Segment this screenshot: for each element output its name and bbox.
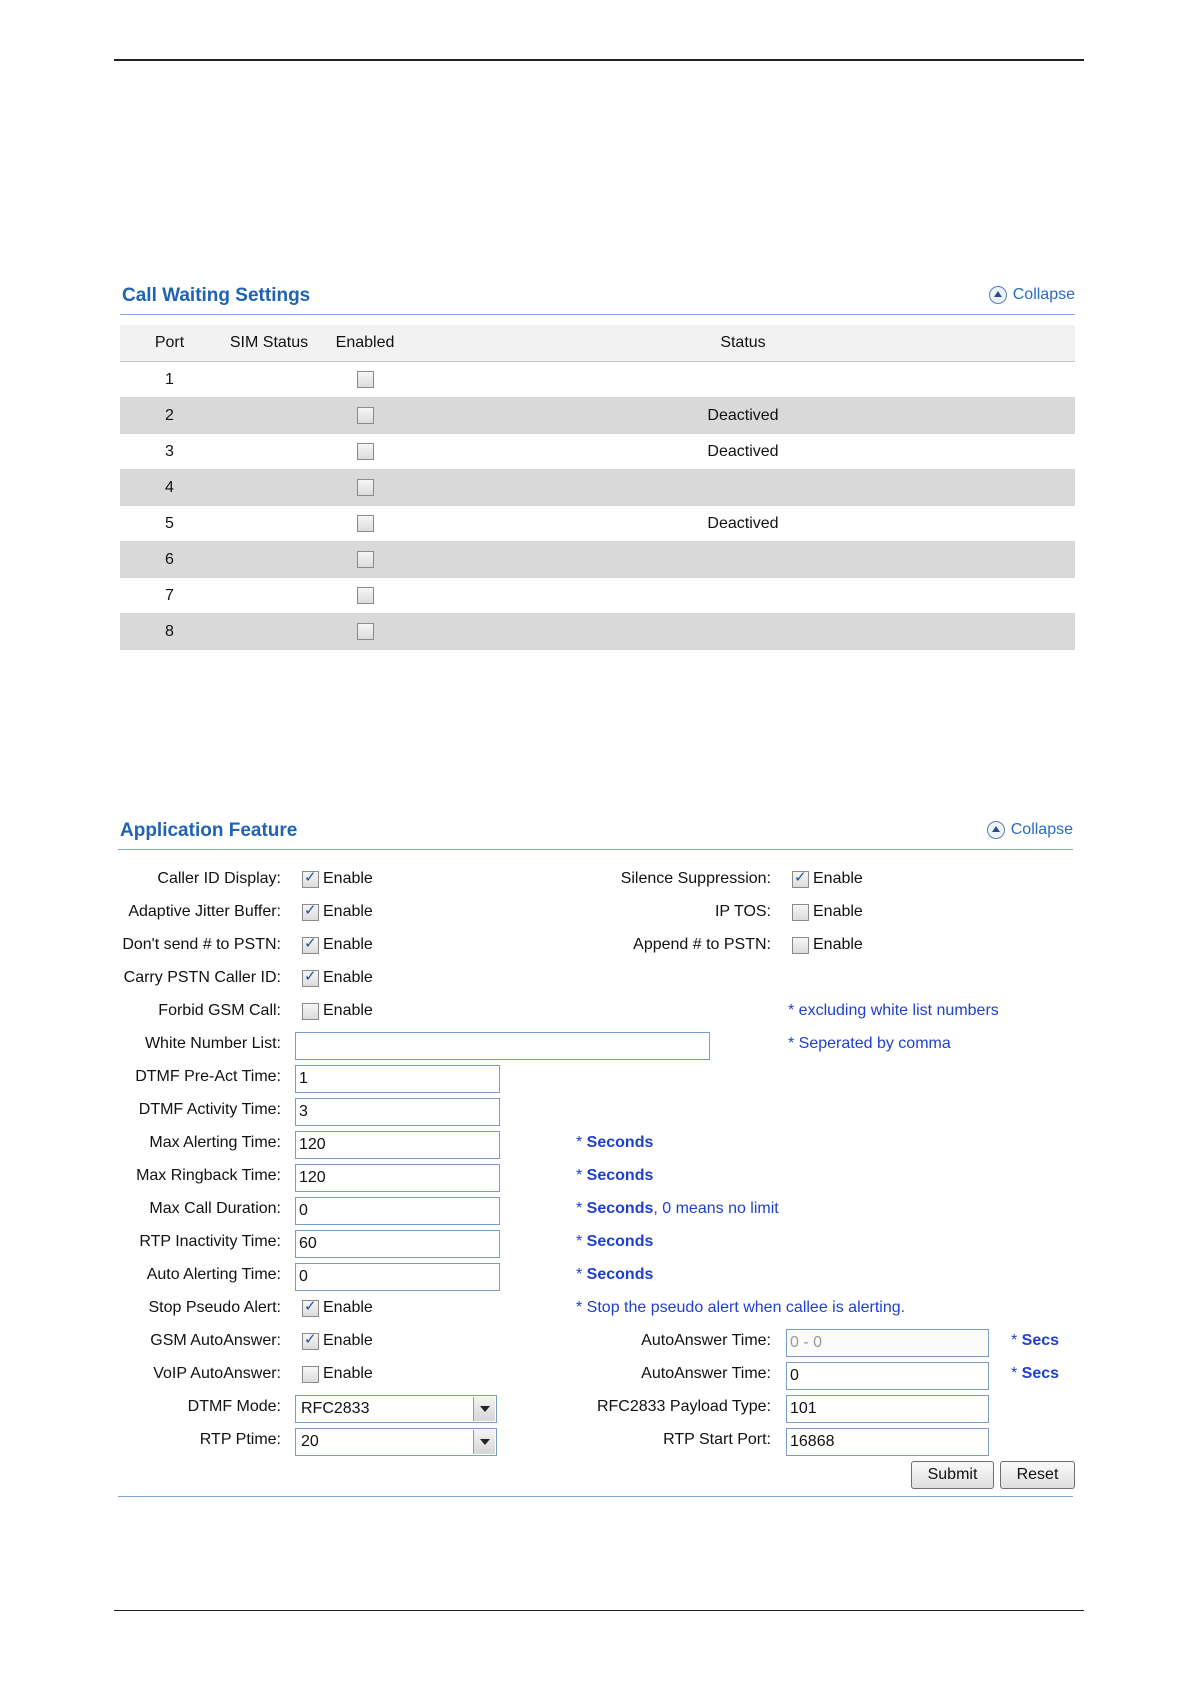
- enabled-checkbox[interactable]: [357, 623, 374, 640]
- application-feature-title: Application Feature: [120, 820, 298, 841]
- call-waiting-panel: [120, 280, 1075, 640]
- enabled-cell: [319, 578, 411, 614]
- rfc2833-payload-label: RFC2833 Payload Type:: [596, 1398, 771, 1415]
- status-cell: [411, 470, 1075, 506]
- rfc2833-payload-input[interactable]: [786, 1395, 989, 1423]
- rtp-ptime-value: 20: [301, 1433, 319, 1450]
- note-seconds: Seconds: [586, 1200, 654, 1217]
- note-star: *: [1011, 1365, 1022, 1382]
- table-row: [120, 506, 1075, 542]
- enabled-cell: [319, 362, 411, 398]
- status-cell: Deactived: [411, 398, 1075, 434]
- secs-note: [1011, 1332, 1059, 1350]
- caller-id-display-label: Caller ID Display:: [157, 870, 281, 887]
- enabled-checkbox[interactable]: [357, 479, 374, 496]
- max-alerting-input[interactable]: [295, 1131, 500, 1159]
- checkbox-box[interactable]: [792, 904, 809, 921]
- application-feature-bottom-rule: [118, 1496, 1073, 1497]
- call-waiting-collapse-button[interactable]: [989, 286, 1075, 304]
- enable-label: Enable: [323, 1332, 373, 1349]
- status-cell: [411, 362, 1075, 398]
- dont-send-hash-checkbox[interactable]: [302, 936, 373, 954]
- carry-pstn-cid-checkbox[interactable]: [302, 969, 373, 987]
- checkbox-box[interactable]: [302, 871, 319, 888]
- gsm-autoanswer-label: GSM AutoAnswer:: [150, 1332, 281, 1349]
- auto-alerting-input[interactable]: [295, 1263, 500, 1291]
- checkbox-box[interactable]: [792, 871, 809, 888]
- dtmf-mode-value: RFC2833: [301, 1400, 370, 1417]
- rtp-inactivity-input[interactable]: [295, 1230, 500, 1258]
- gsm-autoanswer-time-label: AutoAnswer Time:: [641, 1332, 771, 1349]
- call-waiting-table: [120, 325, 1075, 650]
- table-row: [120, 470, 1075, 506]
- enabled-cell: [319, 398, 411, 434]
- table-row: [120, 542, 1075, 578]
- carry-pstn-cid-label: Carry PSTN Caller ID:: [123, 969, 281, 986]
- header-rule: [114, 59, 1084, 61]
- stop-pseudo-alert-checkbox[interactable]: [302, 1299, 373, 1317]
- note-star: *: [576, 1200, 587, 1217]
- voip-autoanswer-time-label: AutoAnswer Time:: [641, 1365, 771, 1382]
- checkbox-box[interactable]: [302, 1300, 319, 1317]
- rtp-start-port-input[interactable]: [786, 1428, 989, 1456]
- table-header-row: [120, 325, 1075, 362]
- enable-label: Enable: [813, 903, 863, 920]
- dtmf-activity-input[interactable]: [295, 1098, 500, 1126]
- checkbox-box[interactable]: [302, 904, 319, 921]
- silence-suppression-checkbox[interactable]: [792, 870, 863, 888]
- seconds-no-limit-note: [576, 1200, 779, 1218]
- max-alerting-label: Max Alerting Time:: [149, 1134, 281, 1151]
- forbid-gsm-call-checkbox[interactable]: [302, 1002, 373, 1020]
- append-hash-checkbox[interactable]: [792, 936, 863, 954]
- seconds-note: [576, 1233, 653, 1251]
- secs-note: [1011, 1365, 1059, 1383]
- column-header-status: Status: [411, 325, 1075, 362]
- voip-autoanswer-checkbox[interactable]: [302, 1365, 373, 1383]
- enable-label: Enable: [813, 870, 863, 887]
- dtmf-activity-label: DTMF Activity Time:: [138, 1101, 281, 1118]
- enabled-checkbox[interactable]: [357, 551, 374, 568]
- enable-label: Enable: [323, 1299, 373, 1316]
- note-star: *: [576, 1233, 587, 1250]
- note-secs: Secs: [1021, 1332, 1060, 1349]
- sim-status-cell: [219, 614, 319, 650]
- call-waiting-header: [120, 280, 1075, 315]
- note-star: *: [1011, 1332, 1022, 1349]
- checkbox-box[interactable]: [302, 1003, 319, 1020]
- forbid-gsm-call-label: Forbid GSM Call:: [158, 1002, 281, 1019]
- auto-alerting-label: Auto Alerting Time:: [146, 1266, 281, 1283]
- enable-label: Enable: [813, 936, 863, 953]
- table-row: [120, 398, 1075, 434]
- dtmf-preact-label: DTMF Pre-Act Time:: [135, 1068, 281, 1085]
- max-call-duration-label: Max Call Duration:: [149, 1200, 281, 1217]
- sim-status-cell: [219, 470, 319, 506]
- dropdown-arrow-icon[interactable]: [473, 1430, 495, 1454]
- seperated-note: * Seperated by comma: [788, 1035, 951, 1052]
- port-cell: 2: [120, 398, 219, 434]
- note-secs: Secs: [1021, 1365, 1060, 1382]
- gsm-autoanswer-checkbox[interactable]: [302, 1332, 373, 1350]
- voip-autoanswer-label: VoIP AutoAnswer:: [153, 1365, 281, 1382]
- table-row: [120, 578, 1075, 614]
- enabled-checkbox[interactable]: [357, 443, 374, 460]
- enabled-cell: [319, 470, 411, 506]
- seconds-note: [576, 1167, 653, 1185]
- rtp-ptime-label: RTP Ptime:: [199, 1431, 281, 1448]
- collapse-label: Collapse: [1012, 286, 1075, 303]
- port-cell: 6: [120, 542, 219, 578]
- checkbox-box[interactable]: [302, 1366, 319, 1383]
- rtp-start-port-label: RTP Start Port:: [663, 1431, 771, 1448]
- sim-status-cell: [219, 542, 319, 578]
- enable-label: Enable: [323, 936, 373, 953]
- voip-autoanswer-time-input[interactable]: [786, 1362, 989, 1390]
- adaptive-jitter-checkbox[interactable]: [302, 903, 373, 921]
- dtmf-mode-label: DTMF Mode:: [187, 1398, 281, 1415]
- submit-button[interactable]: Submit: [911, 1461, 994, 1489]
- caller-id-display-checkbox[interactable]: [302, 870, 373, 888]
- table-row: [120, 614, 1075, 650]
- enabled-checkbox[interactable]: [357, 515, 374, 532]
- seconds-note: [576, 1266, 653, 1284]
- rtp-ptime-select[interactable]: [295, 1428, 497, 1456]
- gsm-autoanswer-time-input[interactable]: [786, 1329, 989, 1357]
- dont-send-hash-label: Don't send # to PSTN:: [122, 936, 281, 953]
- excluding-note: * excluding white list numbers: [788, 1002, 999, 1019]
- port-cell: 5: [120, 506, 219, 542]
- status-cell: Deactived: [411, 506, 1075, 542]
- adaptive-jitter-label: Adaptive Jitter Buffer:: [128, 903, 281, 920]
- sim-status-cell: [219, 578, 319, 614]
- stop-pseudo-alert-label: Stop Pseudo Alert:: [148, 1299, 281, 1316]
- enable-label: Enable: [323, 969, 373, 986]
- seconds-note: [576, 1134, 653, 1152]
- max-ringback-input[interactable]: [295, 1164, 500, 1192]
- column-header-port: Port: [120, 325, 219, 362]
- sim-status-cell: [219, 434, 319, 470]
- checkbox-box[interactable]: [302, 970, 319, 987]
- enabled-cell: [319, 434, 411, 470]
- footer-rule: [114, 1610, 1084, 1611]
- enabled-checkbox[interactable]: [357, 371, 374, 388]
- note-seconds: Seconds: [586, 1134, 654, 1151]
- checkbox-box[interactable]: [302, 1333, 319, 1350]
- stop-pseudo-note: * Stop the pseudo alert when callee is alerting.: [576, 1299, 906, 1316]
- collapse-up-icon: [989, 286, 1007, 304]
- ip-tos-label: IP TOS:: [714, 903, 771, 920]
- application-feature-collapse-button[interactable]: [987, 821, 1073, 839]
- checkbox-box[interactable]: [792, 937, 809, 954]
- call-waiting-rows: [120, 362, 1075, 650]
- enabled-cell: [319, 614, 411, 650]
- sim-status-cell: [219, 506, 319, 542]
- port-cell: 7: [120, 578, 219, 614]
- note-star: *: [576, 1167, 587, 1184]
- call-waiting-title: Call Waiting Settings: [122, 285, 311, 306]
- checkbox-box[interactable]: [302, 937, 319, 954]
- note-star: *: [576, 1134, 587, 1151]
- reset-button[interactable]: Reset: [1000, 1461, 1075, 1489]
- dtmf-preact-input[interactable]: [295, 1065, 500, 1093]
- port-cell: 4: [120, 470, 219, 506]
- port-cell: 3: [120, 434, 219, 470]
- enable-label: Enable: [323, 870, 373, 887]
- status-cell: Deactived: [411, 434, 1075, 470]
- status-cell: [411, 542, 1075, 578]
- rtp-inactivity-label: RTP Inactivity Time:: [139, 1233, 281, 1250]
- application-feature-panel: [118, 815, 1073, 1485]
- enabled-cell: [319, 506, 411, 542]
- table-row: [120, 434, 1075, 470]
- port-cell: 1: [120, 362, 219, 398]
- note-star: *: [576, 1266, 587, 1283]
- status-cell: [411, 614, 1075, 650]
- note-no-limit: , 0 means no limit: [653, 1200, 779, 1217]
- silence-suppression-label: Silence Suppression:: [620, 870, 771, 887]
- max-call-duration-input[interactable]: [295, 1197, 500, 1225]
- max-ringback-label: Max Ringback Time:: [136, 1167, 281, 1184]
- collapse-up-icon: [987, 821, 1005, 839]
- column-header-sim-status: SIM Status: [219, 325, 319, 362]
- sim-status-cell: [219, 398, 319, 434]
- enabled-checkbox[interactable]: [357, 407, 374, 424]
- white-number-list-label: White Number List:: [144, 1035, 281, 1052]
- port-cell: 8: [120, 614, 219, 650]
- application-feature-header: [118, 815, 1073, 850]
- enabled-checkbox[interactable]: [357, 587, 374, 604]
- note-seconds: Seconds: [586, 1233, 654, 1250]
- note-seconds: Seconds: [586, 1167, 654, 1184]
- ip-tos-checkbox[interactable]: [792, 903, 863, 921]
- enabled-cell: [319, 542, 411, 578]
- enable-label: Enable: [323, 1365, 373, 1382]
- sim-status-cell: [219, 362, 319, 398]
- append-hash-label: Append # to PSTN:: [633, 936, 771, 953]
- note-seconds: Seconds: [586, 1266, 654, 1283]
- dropdown-arrow-icon[interactable]: [473, 1397, 495, 1421]
- dtmf-mode-select[interactable]: [295, 1395, 497, 1423]
- collapse-label: Collapse: [1010, 821, 1073, 838]
- enable-label: Enable: [323, 903, 373, 920]
- table-row: [120, 362, 1075, 398]
- enable-label: Enable: [323, 1002, 373, 1019]
- white-number-list-input[interactable]: [295, 1032, 710, 1060]
- column-header-enabled: Enabled: [319, 325, 411, 362]
- status-cell: [411, 578, 1075, 614]
